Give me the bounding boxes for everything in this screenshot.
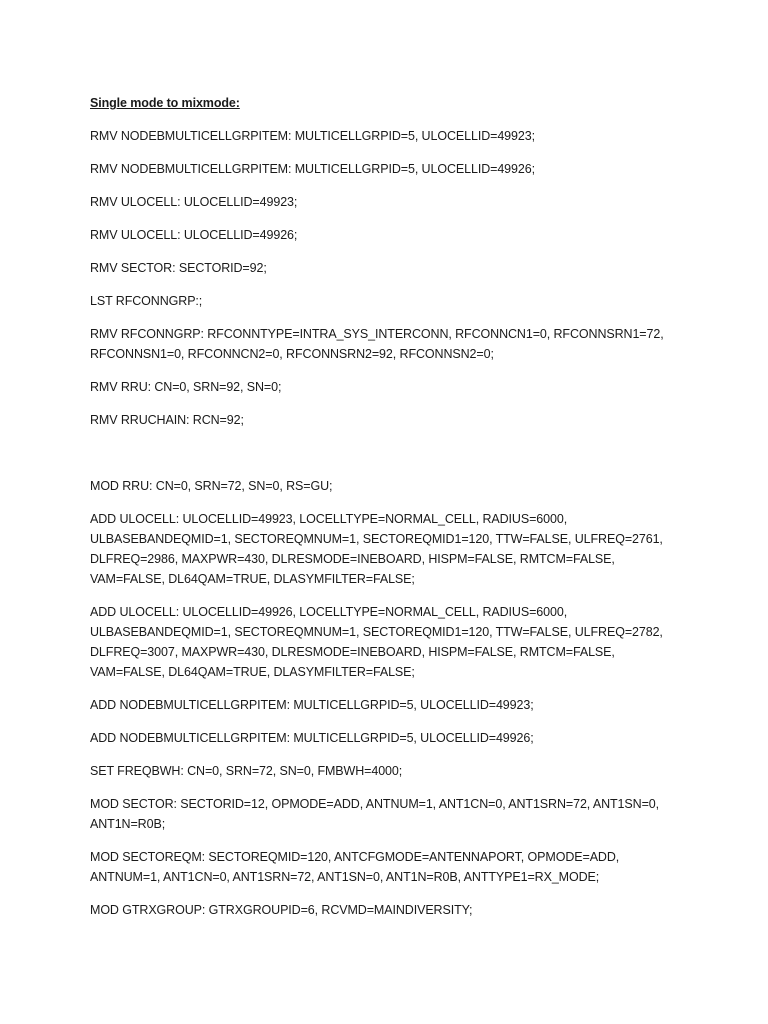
command-line: SET FREQBWH: CN=0, SRN=72, SN=0, FMBWH=4000;	[90, 764, 403, 778]
command-line: ADD ULOCELL: ULOCELLID=49926, LOCELLTYPE=NORMAL_CELL, RADIUS=6000, ULBASEBANDEQMID=1, SECTOREQMNUM=1, SECTOREQMID1=120, TTW=FALSE, ULFREQ=2782, DLFREQ=3007, MAXPWR=430, DLRESMODE=INEBOARD, HISPM=FALSE, RMTCM=FALSE, VAM=FALSE, DL64QAM=TRUE, DLASYMFILTER=FALSE;	[90, 605, 663, 679]
blank-gap	[90, 443, 680, 476]
command-line: RMV NODEBMULTICELLGRPITEM: MULTICELLGRPID=5, ULOCELLID=49926;	[90, 162, 535, 176]
command-line: RMV RRUCHAIN: RCN=92;	[90, 413, 244, 427]
command-line: RMV RFCONNGRP: RFCONNTYPE=INTRA_SYS_INTERCONN, RFCONNCN1=0, RFCONNSRN1=72, RFCONNSN1=0, RFCONNCN2=0, RFCONNSRN2=92, RFCONNSN2=0;	[90, 327, 664, 361]
command-line: LST RFCONNGRP:;	[90, 294, 203, 308]
command-line: MOD RRU: CN=0, SRN=72, SN=0, RS=GU;	[90, 479, 333, 493]
command-line: RMV SECTOR: SECTORID=92;	[90, 261, 267, 275]
command-line: MOD SECTOR: SECTORID=12, OPMODE=ADD, ANTNUM=1, ANT1CN=0, ANT1SRN=72, ANT1SN=0, ANT1N=R0B;	[90, 797, 659, 831]
command-line: RMV NODEBMULTICELLGRPITEM: MULTICELLGRPID=5, ULOCELLID=49923;	[90, 129, 535, 143]
command-line: ADD NODEBMULTICELLGRPITEM: MULTICELLGRPID=5, ULOCELLID=49923;	[90, 698, 534, 712]
command-line: RMV RRU: CN=0, SRN=92, SN=0;	[90, 380, 282, 394]
command-line: MOD SECTOREQM: SECTOREQMID=120, ANTCFGMODE=ANTENNAPORT, OPMODE=ADD, ANTNUM=1, ANT1CN=0, ANT1SRN=72, ANT1SN=0, ANT1N=R0B, ANTTYPE1=RX_MODE;	[90, 850, 620, 884]
command-line: MOD GTRXGROUP: GTRXGROUPID=6, RCVMD=MAINDIVERSITY;	[90, 903, 473, 917]
command-line: RMV ULOCELL: ULOCELLID=49923;	[90, 195, 298, 209]
document-body	[90, 93, 680, 933]
command-line: ADD NODEBMULTICELLGRPITEM: MULTICELLGRPID=5, ULOCELLID=49926;	[90, 731, 534, 745]
command-line: RMV ULOCELL: ULOCELLID=49926;	[90, 228, 298, 242]
command-line: ADD ULOCELL: ULOCELLID=49923, LOCELLTYPE=NORMAL_CELL, RADIUS=6000, ULBASEBANDEQMID=1, SECTOREQMNUM=1, SECTOREQMID1=120, TTW=FALSE, ULFREQ=2761, DLFREQ=2986, MAXPWR=430, DLRESMODE=INEBOARD, HISPM=FALSE, RMTCM=FALSE, VAM=FALSE, DL64QAM=TRUE, DLASYMFILTER=FALSE;	[90, 512, 663, 586]
document-heading: Single mode to mixmode:	[90, 96, 240, 110]
